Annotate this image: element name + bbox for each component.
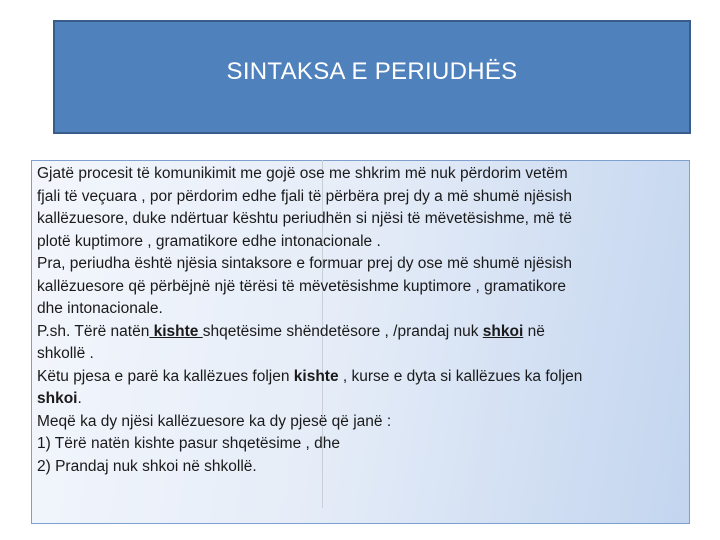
body-line-12: Meqë ka dy njësi kallëzuesore ka dy pjesë që janë : <box>37 412 392 430</box>
body-line-10 <box>37 366 687 389</box>
explanation-prefix: Këtu pjesa e parë ka kallëzues foljen <box>37 367 294 385</box>
verb-shkoi-bold: shkoi <box>37 390 78 407</box>
body-line-5: Pra, periudha është njësia sintaksore e formuar prej dy ose më shumë njësish <box>37 255 573 272</box>
body-line-11 <box>37 388 687 411</box>
slide-title: SINTAKSA E PERIUDHËS <box>226 58 518 85</box>
body-line-4: plotë kuptimore , gramatikore edhe intonacionale . <box>37 232 381 250</box>
body-line-3: kallëzuesore, duke ndërtuar kështu periudhën si njësi të mëvetësishme, më të <box>37 210 573 227</box>
body-line-6: kallëzuesore që përbëjnë një tërësi të mëvetësishme kuptimore , gramatikore <box>37 277 566 295</box>
title-box <box>53 20 691 134</box>
example-prefix: P.sh. Tërë natën <box>37 322 150 340</box>
body-line-14: 2) Prandaj nuk shkoi në shkollë. <box>37 457 257 475</box>
body-line-7: dhe intonacionale. <box>37 300 163 317</box>
verb-kishte-bold: kishte <box>293 367 339 385</box>
body-line-8 <box>37 321 687 344</box>
period: . <box>77 390 82 407</box>
body-line-1: Gjatë procesit të komunikimit me gojë ose me shkrim më nuk përdorim vetëm <box>37 165 568 182</box>
body-line-13: 1) Tërë natën kishte pasur shqetësime , dhe <box>37 435 340 452</box>
example-suffix: në <box>523 322 545 340</box>
verb-kishte-underlined: kishte <box>149 322 203 340</box>
content-text <box>37 163 687 478</box>
body-line-2: fjali të veçuara , por përdorim edhe fjali të përbëra prej dy a më shumë njësish <box>37 187 573 205</box>
body-line-9: shkollë . <box>37 345 94 362</box>
explanation-suffix: , kurse e dyta si kallëzues ka foljen <box>338 367 583 385</box>
example-middle: shqetësime shëndetësore , /prandaj nuk <box>202 322 483 340</box>
verb-shkoi-underlined: shkoi <box>482 322 524 340</box>
